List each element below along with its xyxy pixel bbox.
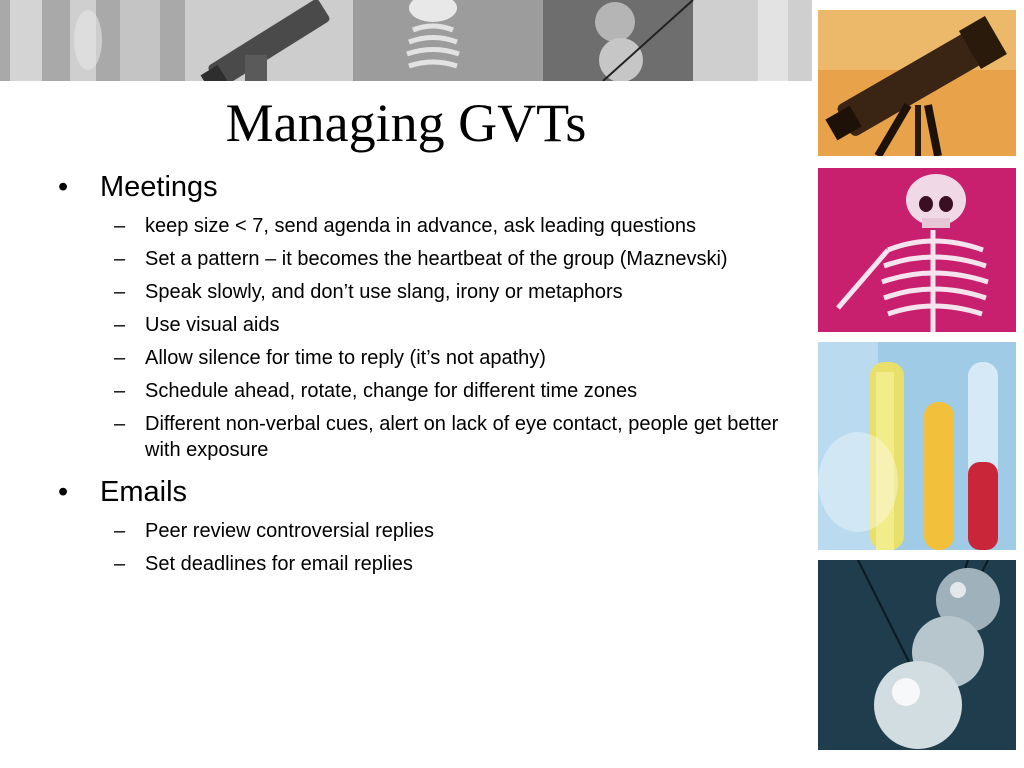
glassware-image [0, 0, 185, 81]
dash-glyph: – [114, 215, 126, 237]
cradle-image [543, 0, 812, 81]
bullet-meetings [58, 170, 788, 204]
list-item-text: Different non-verbal cues, alert on lack of eye contact, people get better with exposure [145, 413, 779, 461]
dash-glyph: – [114, 553, 126, 575]
telescope-photo [818, 10, 1016, 156]
dash-glyph: – [114, 281, 126, 303]
test-tubes-photo [818, 342, 1016, 550]
list-item [58, 518, 788, 544]
emails-subitems [58, 518, 788, 577]
list-item-text: Schedule ahead, rotate, change for different time zones [145, 380, 638, 402]
list-item [58, 312, 788, 338]
header-banner [0, 0, 812, 81]
skeleton-image [353, 0, 543, 81]
slide-title: Managing GVTs [225, 93, 587, 153]
list-item [58, 551, 788, 577]
dash-glyph: – [114, 314, 126, 336]
list-item-text: Peer review controversial replies [145, 520, 435, 542]
dash-glyph: – [114, 347, 126, 369]
dash-glyph: – [114, 413, 126, 435]
list-item [58, 246, 788, 272]
dash-glyph: – [114, 380, 126, 402]
list-item [58, 279, 788, 305]
list-item-text: Use visual aids [145, 314, 280, 336]
list-item-text: Set deadlines for email replies [145, 553, 413, 575]
section-heading: Meetings [100, 171, 218, 203]
telescope-image [185, 0, 353, 81]
dash-glyph: – [114, 248, 126, 270]
list-item-text: keep size < 7, send agenda in advance, ask leading questions [145, 215, 696, 237]
bullet-glyph: • [58, 171, 69, 203]
dash-glyph: – [114, 520, 126, 542]
list-item [58, 345, 788, 371]
list-item-text: Allow silence for time to reply (it’s not apathy) [145, 347, 546, 369]
slide-body [58, 170, 788, 589]
list-item-text: Set a pattern – it becomes the heartbeat of the group (Maznevski) [145, 248, 728, 270]
bullet-glyph: • [58, 476, 69, 508]
skeleton-photo [818, 168, 1016, 332]
list-item [58, 213, 788, 239]
newtons-cradle-photo [818, 560, 1016, 750]
list-item [58, 378, 788, 404]
meetings-subitems [58, 213, 788, 463]
section-heading: Emails [100, 476, 188, 508]
list-item-text: Speak slowly, and don’t use slang, irony or metaphors [145, 281, 623, 303]
list-item [58, 411, 788, 463]
bullet-emails [58, 475, 788, 509]
